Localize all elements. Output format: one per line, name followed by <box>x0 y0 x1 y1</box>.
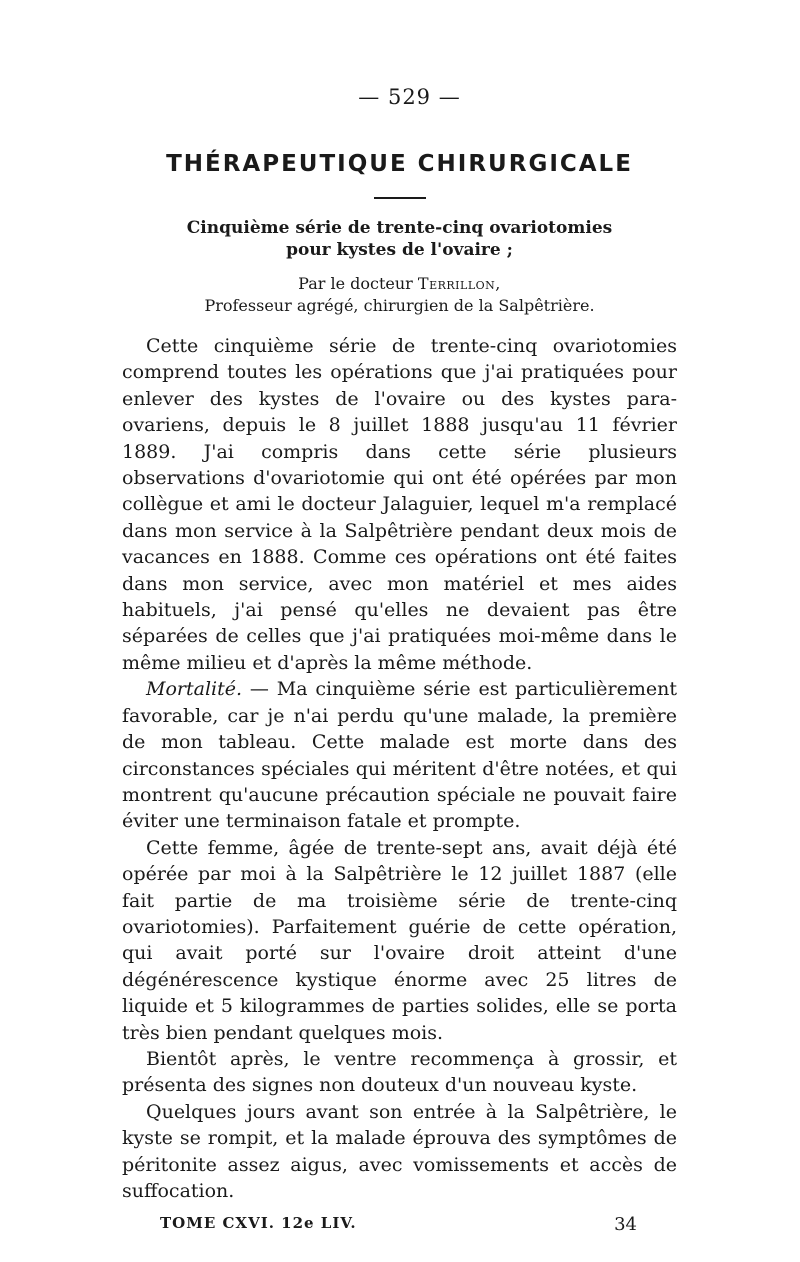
paragraph-2 <box>122 676 677 834</box>
page-number: — 529 — <box>358 85 461 109</box>
byline <box>122 273 677 317</box>
paragraph-2-text: Ma cinquième série est particulièrement favorable, car je n'ai perdu qu'une malade, la première de mon tableau. Cette malade est morte dans des circonstances spéciales qui méritent d'être notées, et qui montrent qu'aucune précaution spéciale ne pouvait faire éviter une terminaison fatale et prompte. <box>122 678 677 833</box>
paragraph-5: Quelques jours avant son entrée à la Salpêtrière, le kyste se rompit, et la malade éprouva des symptômes de péritonite assez aigus, avec vomissements et accès de suffocation. <box>122 1100 677 1202</box>
paragraph-3: Cette femme, âgée de trente-sept ans, avait déjà été opérée par moi à la Salpêtrière le 12 juillet 1887 (elle fait partie de ma troisième série de trente-cinq ovariotomies). Parfaitement guérie de cette opération, qui avait porté sur l'ovaire droit atteint d'une dégénérescence kystique énorme avec 25 litres de liquide et 5 kilogrammes de parties solides, elle se porta très bien pendant quelques mois. <box>122 836 677 1044</box>
footer-signature: TOME CXVI. 12e LIV. <box>160 1214 357 1233</box>
mortalite-dash: — <box>242 678 277 701</box>
title-rule <box>374 197 426 199</box>
page <box>122 85 677 1235</box>
author-role: Professeur agrégé, chirurgien de la Salpêtrière. <box>204 296 595 315</box>
paragraph-4: Bientôt après, le ventre recommença à grossir, et présenta des signes non douteux d'un nouveau kyste. <box>122 1047 677 1097</box>
mortalite-label: Mortalité. <box>146 678 243 701</box>
page-footer <box>122 1214 677 1235</box>
body-text <box>122 333 677 1204</box>
author-name: Terrillon, <box>417 274 501 293</box>
paragraph-1: Cette cinquième série de trente-cinq ovariotomies comprend toutes les opérations que j'ai pratiquées pour enlever des kystes de l'ovaire ou des kystes para-ovariens, depuis le 8 juillet 1888 jusqu'au 11 février 1889. J'ai compris dans cette série plusieurs observations d'ovariotomie qui ont été opérées par mon collègue et ami le docteur Jalaguier, lequel m'a remplacé dans mon service à la Salpêtrière pendant deux mois de vacances en 1888. Comme ces opérations ont été faites dans mon service, avec mon matériel et mes aides habituels, j'ai pensé qu'elles ne devaient pas être séparées de celles que j'ai pratiquées moi-même dans le même milieu et d'après la même méthode. <box>122 335 677 674</box>
article-title-line-2: pour kystes de l'ovaire ; <box>286 240 513 260</box>
article-title-line-1: Cinquième série de trente-cinq ovariotomies <box>186 218 613 238</box>
byline-prefix: Par le docteur <box>298 274 418 293</box>
byline-author-line <box>122 273 677 295</box>
footer-number: 34 <box>614 1214 637 1236</box>
article-title <box>122 217 677 261</box>
section-title: THÉRAPEUTIQUE CHIRURGICALE <box>166 151 633 177</box>
